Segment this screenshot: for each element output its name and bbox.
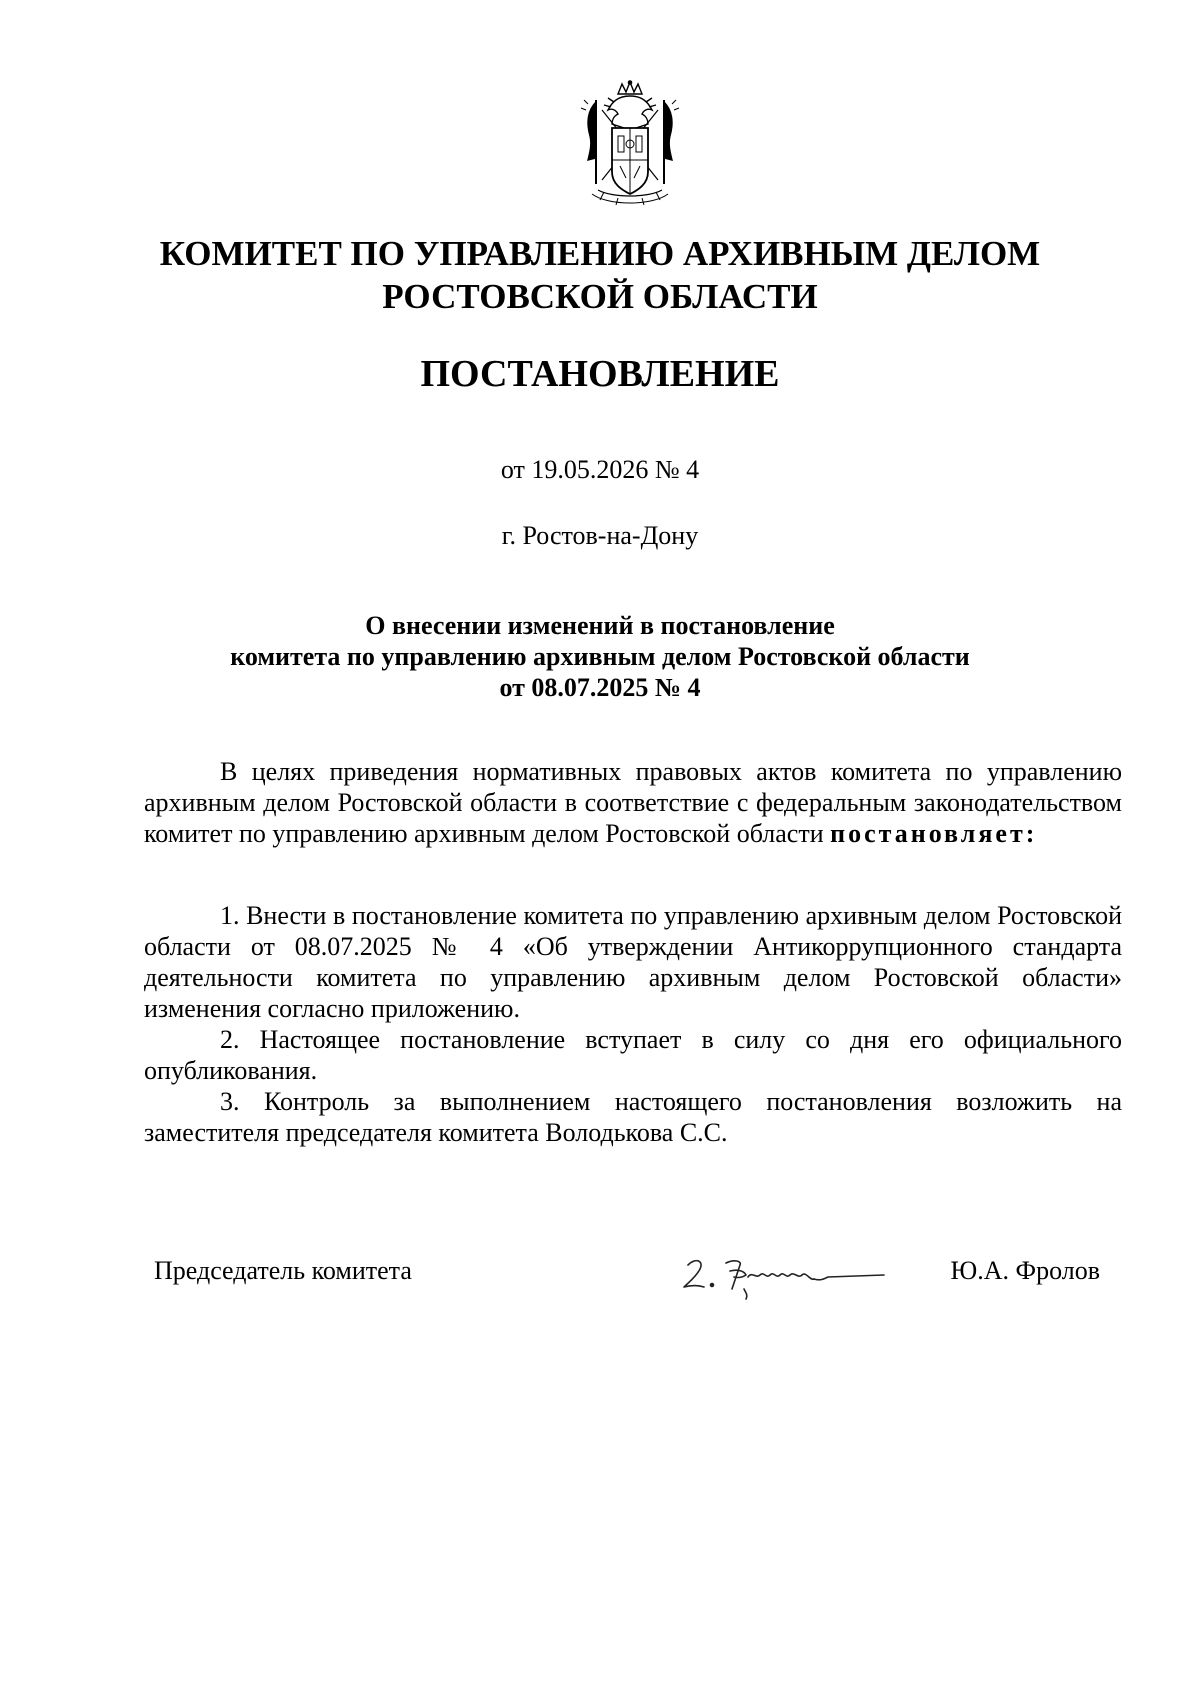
- organization-title-line-2: РОСТОВСКОЙ ОБЛАСТИ: [382, 277, 818, 316]
- organization-title: [80, 232, 1120, 318]
- signatory-name: Ю.А. Фролов: [950, 1256, 1100, 1285]
- document-date-number: от 19.05.2026 № 4: [500, 455, 700, 484]
- decree-item-2: 2. Настоящее постановление вступает в силу со дня его официального опубликования.: [144, 1025, 1122, 1085]
- preamble: [144, 756, 1122, 849]
- signature-block: [154, 1255, 1100, 1305]
- handwritten-signature: [674, 1249, 894, 1301]
- document-city: г. Ростов-на-Дону: [501, 521, 699, 550]
- preamble-paragraph: [144, 756, 1122, 849]
- decree-keyword: постановляет:: [830, 819, 1038, 848]
- preamble-text: В целях приведения нормативных правовых актов комитета по управлению архивным делом Ростовской области в соответствие с федеральным законодательством комитет по управлению архивным делом Ростовской области: [144, 757, 1122, 848]
- decree-item-3: 3. Контроль за выполнением настоящего постановления возложить на заместителя председателя комитета Володькова С.С.: [144, 1087, 1122, 1147]
- decree-items: [144, 900, 1122, 1148]
- coat-of-arms-icon: [578, 80, 682, 208]
- subject-line-2: комитета по управлению архивным делом Ростовской области: [230, 642, 970, 671]
- organization-title-line-1: КОМИТЕТ ПО УПРАВЛЕНИЮ АРХИВНЫМ ДЕЛОМ: [159, 234, 1041, 273]
- subject-line-3: от 08.07.2025 № 4: [499, 673, 701, 702]
- signatory-position: Председатель комитета: [154, 1256, 412, 1285]
- subject-line-1: О внесении изменений в постановление: [365, 611, 835, 640]
- document-subject: [80, 610, 1120, 703]
- document-type-heading: ПОСТАНОВЛЕНИЕ: [420, 353, 780, 395]
- decree-item-1: 1. Внести в постановление комитета по управлению архивным делом Ростовской области от 08.07.2025 № 4 «Об утверждении Антикоррупционного стандарта деятельности комитета по управлению архивным делом Ростовской области» изменения согласно приложению.: [144, 901, 1122, 1023]
